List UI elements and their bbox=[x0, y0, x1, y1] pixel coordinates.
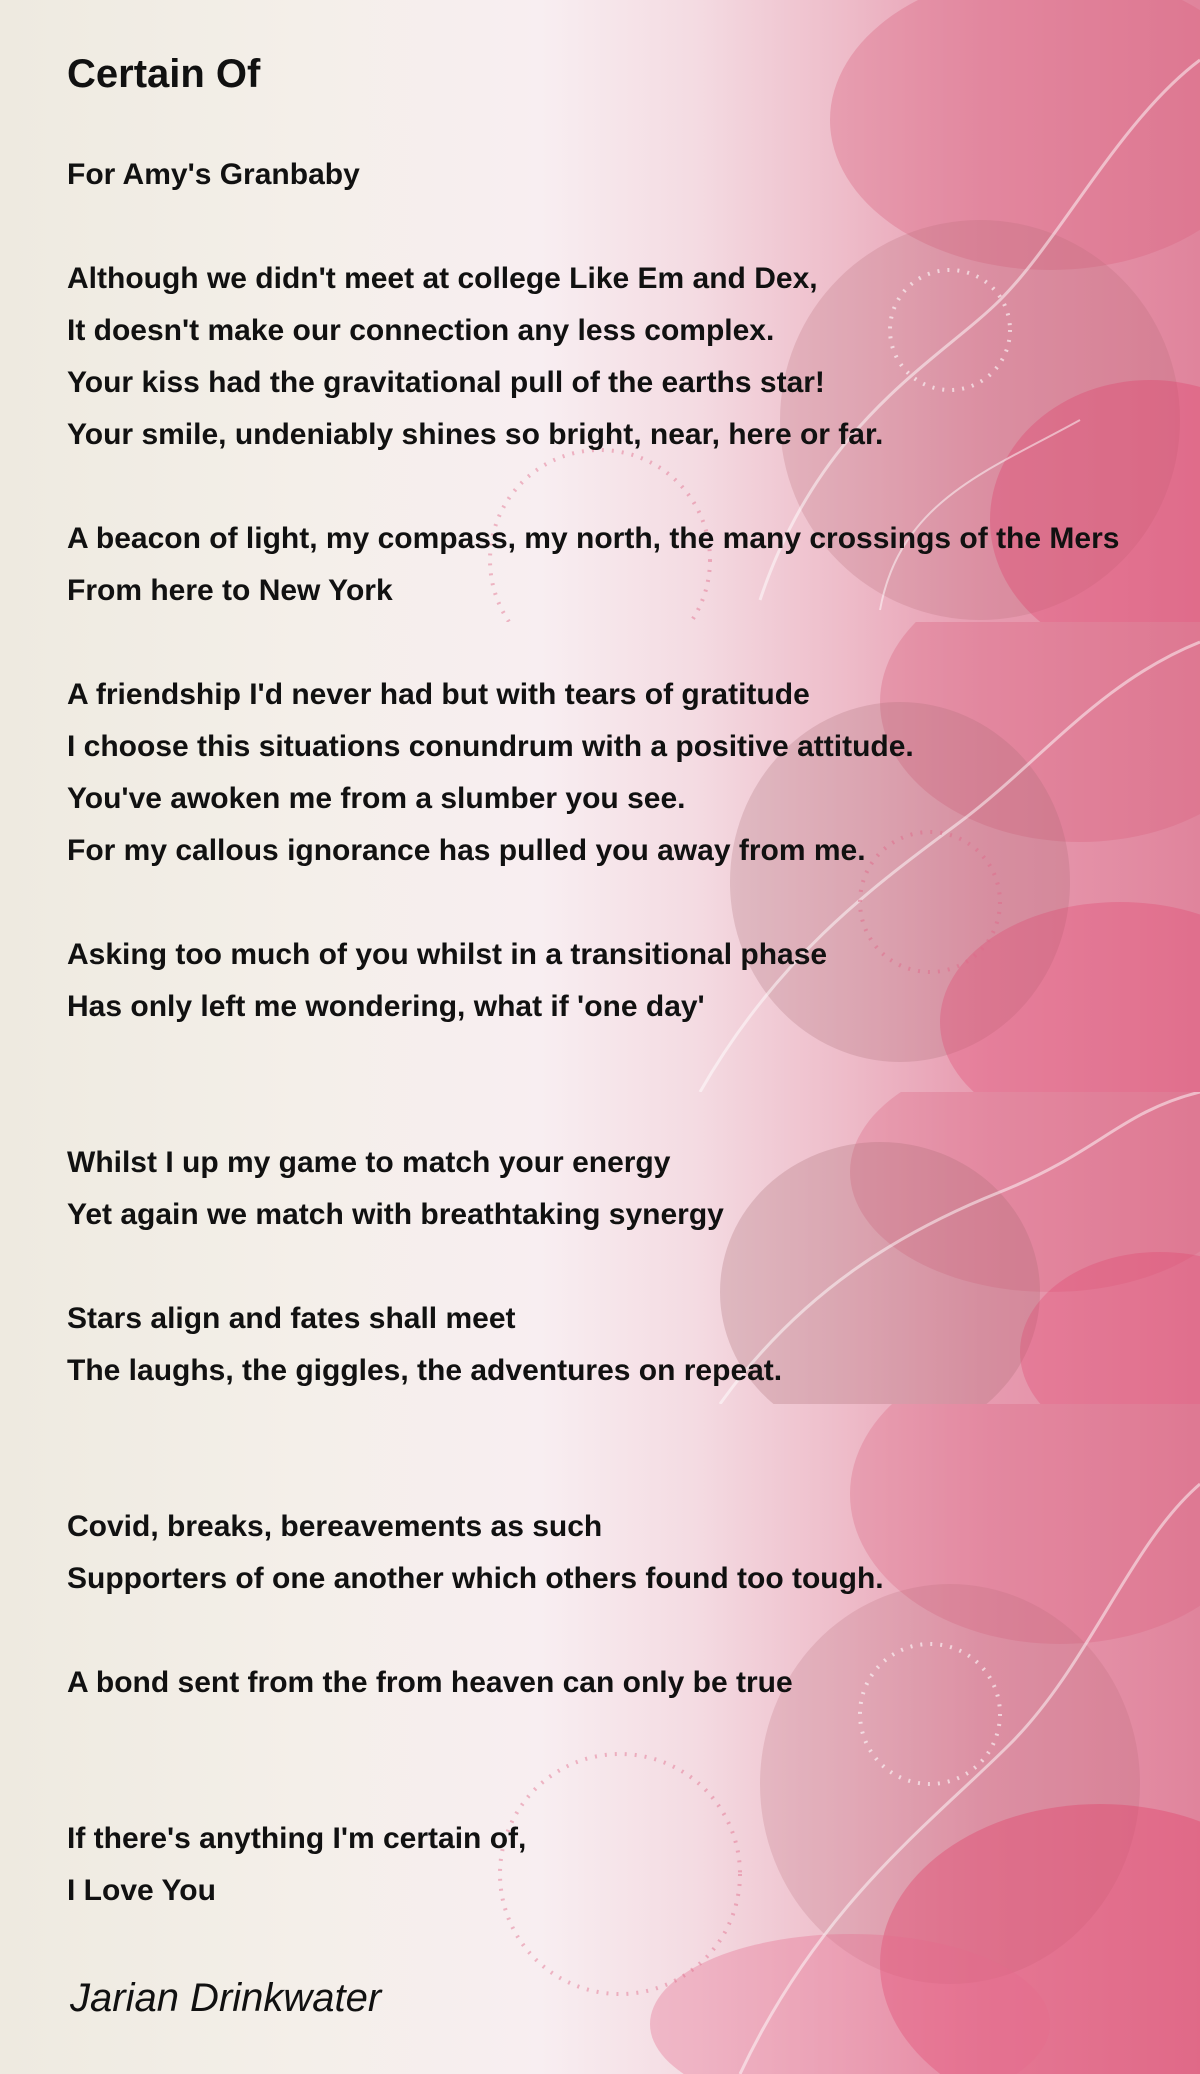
poem-line: The laughs, the giggles, the adventures on repeat. bbox=[67, 1354, 783, 1387]
poem-line: Yet again we match with breathtaking synergy bbox=[67, 1198, 724, 1231]
floral-background-panel bbox=[0, 1404, 1200, 2074]
poem-line: A friendship I'd never had but with tears of gratitude bbox=[67, 678, 810, 711]
poem-line: From here to New York bbox=[67, 574, 393, 607]
poem-line: A bond sent from the from heaven can only be true bbox=[67, 1666, 793, 1699]
poem-line: If there's anything I'm certain of, bbox=[67, 1822, 527, 1855]
floral-decoration bbox=[0, 1404, 1200, 2074]
poem-line: For my callous ignorance has pulled you away from me. bbox=[67, 834, 866, 867]
poem-line: Your kiss had the gravitational pull of the earths star! bbox=[67, 366, 825, 399]
poem-line: Whilst I up my game to match your energy bbox=[67, 1146, 671, 1179]
poem-dedication: For Amy's Granbaby bbox=[67, 158, 360, 191]
poem-line: Asking too much of you whilst in a transitional phase bbox=[67, 938, 828, 971]
poem-line: Although we didn't meet at college Like Em and Dex, bbox=[67, 262, 818, 295]
poem-line: Has only left me wondering, what if 'one day' bbox=[67, 990, 705, 1023]
poem-title: Certain Of bbox=[67, 52, 261, 96]
poem-line: You've awoken me from a slumber you see. bbox=[67, 782, 686, 815]
poem-line: Your smile, undeniably shines so bright, near, here or far. bbox=[67, 418, 884, 451]
poem-author: Jarian Drinkwater bbox=[70, 1976, 382, 2020]
poem-line: It doesn't make our connection any less complex. bbox=[67, 314, 775, 347]
poem-line: I choose this situations conundrum with a positive attitude. bbox=[67, 730, 914, 763]
poem-line: Supporters of one another which others found too tough. bbox=[67, 1562, 884, 1595]
poem-line: I Love You bbox=[67, 1874, 216, 1907]
poem-line: A beacon of light, my compass, my north, the many crossings of the Mers bbox=[67, 522, 1120, 555]
poem-line: Stars align and fates shall meet bbox=[67, 1302, 516, 1335]
poem-line: Covid, breaks, bereavements as such bbox=[67, 1510, 603, 1543]
